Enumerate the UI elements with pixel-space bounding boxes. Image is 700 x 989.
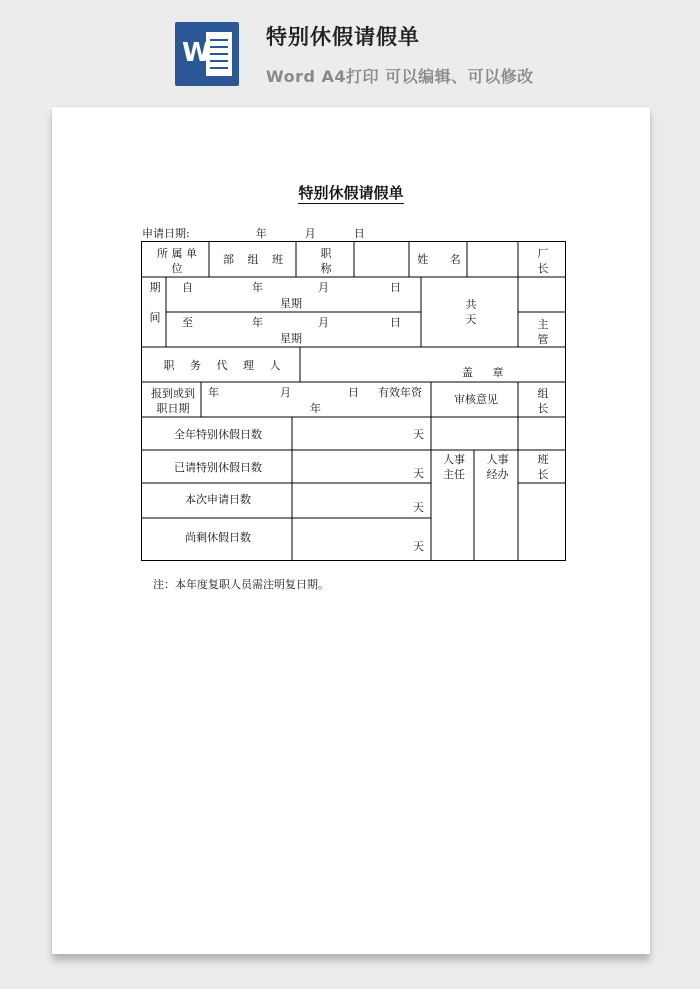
to-day-label: 日 (390, 316, 401, 329)
current-days-unit: 天 (413, 501, 424, 514)
header (0, 0, 700, 100)
review-label: 审核意见 (454, 393, 498, 406)
used-days-label: 已请特别休假日数 (174, 461, 262, 474)
period-label-top: 期 (149, 281, 161, 294)
supervisor-label: 主 管 (537, 318, 549, 346)
from-day-label: 日 (390, 281, 401, 294)
valid-year-label: 有效年资 (378, 386, 422, 399)
header-title: 特别休假请假单 (266, 25, 420, 49)
report-year-label: 年 (208, 386, 219, 399)
word-icon-letter: W (182, 38, 211, 68)
to-month-label: 月 (318, 316, 329, 329)
leave-form-table (141, 241, 566, 561)
from-week-label: 星期 (280, 297, 302, 310)
dept-label: 所 属 单 位 (157, 247, 197, 275)
from-label: 自 (182, 281, 193, 294)
used-days-unit: 天 (413, 467, 424, 480)
team-leader-label: 班 长 (537, 453, 549, 481)
annual-days-label: 全年特别休假日数 (174, 428, 262, 441)
position-label: 职 称 (320, 247, 332, 275)
hr-director-label: 人事 主任 (443, 453, 465, 481)
report-month-label: 月 (280, 386, 291, 399)
factory-head-label: 厂 长 (537, 247, 549, 275)
valid-year-unit: 年 (310, 402, 321, 415)
deputy-label: 职 务 代 理 人 (163, 359, 281, 372)
date-year-label: 年 (255, 227, 267, 240)
report-day-label: 日 (348, 386, 359, 399)
remaining-days-unit: 天 (413, 540, 424, 553)
to-label: 至 (182, 316, 193, 329)
name-label: 姓 名 (417, 253, 461, 266)
report-date-label: 报到或到 职日期 (151, 387, 195, 415)
total-days-label: 共 天 (465, 298, 477, 326)
application-date-label: 申请日期: (142, 227, 190, 240)
to-week-label: 星期 (280, 332, 302, 345)
seal-label: 盖 章 (462, 366, 504, 379)
date-day-label: 日 (353, 227, 365, 240)
group-label: 部 组 班 (223, 253, 283, 266)
annual-days-unit: 天 (413, 428, 424, 441)
document-title: 特别休假请假单 (298, 184, 404, 202)
from-year-label: 年 (252, 281, 263, 294)
current-days-label: 本次申请日数 (185, 493, 251, 506)
header-subtitle: Word A4打印 可以编辑、可以修改 (266, 67, 534, 86)
remaining-days-label: 尚剩休假日数 (185, 531, 251, 544)
hr-clerk-label: 人事 经办 (486, 453, 509, 481)
group-head-label: 组 长 (537, 387, 549, 415)
to-year-label: 年 (252, 316, 263, 329)
from-month-label: 月 (318, 281, 329, 294)
form-note: 注：本年度复职人员需注明复日期。 (153, 578, 329, 591)
document-page (52, 107, 650, 954)
word-doc-icon (175, 22, 239, 86)
date-month-label: 月 (304, 227, 316, 240)
period-label-bottom: 间 (149, 311, 161, 324)
application-date-row (142, 225, 365, 241)
